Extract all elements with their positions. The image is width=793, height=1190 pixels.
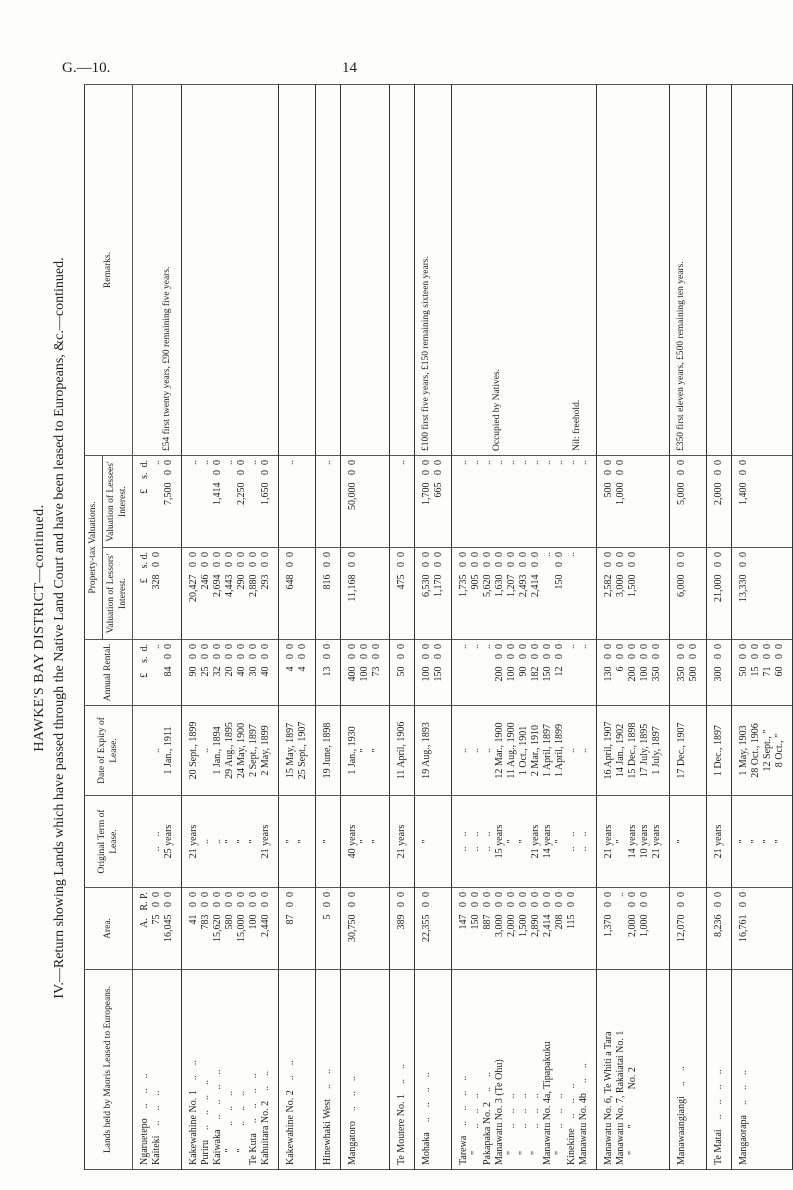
lessees-valuation: 5,000 0 0 xyxy=(670,455,707,547)
remarks-text xyxy=(182,84,279,455)
lessees-valuation: 2,000 0 0 xyxy=(707,455,732,547)
lessors-valuation: 1,735 0 0 905 0 0 5,620 0 0 1,630 0 0 1,207 0 0 2,493 0 0 2,414 0 0 .. 150 0 0 .. xyxy=(452,548,597,640)
lease-term: .. .. .. .. .. .. 15 years " " 21 years 14 years " .. .. .. .. xyxy=(452,796,597,888)
page-number: 14 xyxy=(342,60,357,76)
land-name: Tarewa .. .. .. .. " .. .. .. Pakapaka No. 2 .. .. Manawatu No. 3 (Te Ohu) " .. .. .. " .. .. .. " .. .. .. Manawatu No. 4a, Tipapakuku " .. .. .. Kinekine .. .. .. Manawatu No. 4b .. .. xyxy=(452,970,597,1170)
remarks-text: £100 first five years, £150 remaining sixteen years. xyxy=(415,84,452,455)
land-name: Mangatoro .. .. .. xyxy=(341,970,390,1170)
land-name: Ngaruetepo .. .. .. Kaiteki .. .. .. xyxy=(133,970,182,1170)
expiry-date: 15 May, 1897 25 Sept., 1907 xyxy=(279,706,316,796)
lease-term: " xyxy=(670,796,707,888)
area-value: 41 0 0 783 0 0 15,620 0 0 580 0 0 15,000 0 0 100 0 0 2,440 0 0 xyxy=(182,888,279,970)
lessees-valuation: 1,400 0 0 xyxy=(732,455,793,547)
expiry-date: .. .. .. 12 Mar., 1900 11 Aug., 1900 1 Oct., 1901 2 Mar., 1910 1 April, 1897 1 April, 1899 .. .. xyxy=(452,706,597,796)
area-value: 16,761 0 0 xyxy=(732,888,793,970)
lease-term: " xyxy=(316,796,341,888)
col-header-area: Area. xyxy=(85,888,133,970)
lessees-valuation: .. .. .. .. .. .. .. .. .. .. .. xyxy=(452,455,597,547)
expiry-date: 1 Dec., 1897 xyxy=(707,706,732,796)
lessors-valuation: 816 0 0 xyxy=(316,548,341,640)
table-row xyxy=(390,84,415,1169)
land-name: Mangaorapa .. .. .. xyxy=(732,970,793,1170)
lessors-valuation: 475 0 0 xyxy=(390,548,415,640)
return-title: IV.—Return showing Lands which have passed through the Native Land Court and have been leased to Europeans, &c.—continued. xyxy=(52,257,67,999)
lessors-valuation: 648 0 0 xyxy=(279,548,316,640)
lessors-valuation: £ s. d. 328 0 0 xyxy=(133,548,182,640)
area-value: 5 0 0 xyxy=(316,888,341,970)
lessors-valuation: 2,582 0 0 3,000 0 0 1,500 0 0 xyxy=(597,548,670,640)
expiry-date: .. 1 Jan., 1911 xyxy=(133,706,182,796)
lessees-valuation: 1,700 0 0 665 0 0 xyxy=(415,455,452,547)
remarks-text xyxy=(279,84,316,455)
annual-rental: 350 0 0 500 0 0 xyxy=(670,640,707,706)
leases-table xyxy=(84,84,793,1170)
lessors-valuation: 11,168 0 0 xyxy=(341,548,390,640)
table-row xyxy=(415,84,452,1169)
expiry-date: 19 Aug., 1893 xyxy=(415,706,452,796)
col-header-property-tax: Property-tax Valuations. xyxy=(85,455,103,639)
expiry-date: 11 April, 1906 xyxy=(390,706,415,796)
remarks-text: £350 first eleven years, £500 remaining ten years. xyxy=(670,84,707,455)
remarks-text xyxy=(341,84,390,455)
col-header-lessees: Valuation of Lessees' Interest. xyxy=(103,455,133,547)
expiry-date: 1 Jan., 1930 " " xyxy=(341,706,390,796)
col-header-lands: Lands held by Maoris Leased to Europeans. xyxy=(85,970,133,1170)
lease-term: .. .. 25 years xyxy=(133,796,182,888)
area-value: 30,750 0 0 xyxy=(341,888,390,970)
lease-term: 21 years xyxy=(707,796,732,888)
lease-term: 21 years .. .. " " " 21 years xyxy=(182,796,279,888)
col-header-lessors: Valuation of Lessors' Interest. xyxy=(103,548,133,640)
lessors-valuation: 6,530 0 0 1,170 0 0 xyxy=(415,548,452,640)
table-row xyxy=(452,84,597,1169)
remarks-text xyxy=(390,84,415,455)
annual-rental: 13 0 0 xyxy=(316,640,341,706)
annual-rental: 90 0 0 25 0 0 32 0 0 20 0 0 40 0 0 30 0 0 40 0 0 xyxy=(182,640,279,706)
lessees-valuation: .. xyxy=(316,455,341,547)
area-value: 1,370 0 0 .. 2,000 0 0 1,000 0 0 xyxy=(597,888,670,970)
area-value: 12,070 0 0 xyxy=(670,888,707,970)
area-value: A. R. P. 75 0 0 16,045 0 0 xyxy=(133,888,182,970)
lessors-valuation: 20,427 0 0 246 0 0 2,694 0 0 4,443 0 0 290 0 0 2,880 0 0 293 0 0 xyxy=(182,548,279,640)
lease-term: " " xyxy=(279,796,316,888)
lessors-valuation: 6,000 0 0 xyxy=(670,548,707,640)
land-name: Kakewahine No. 2 .. .. xyxy=(279,970,316,1170)
remarks-text xyxy=(707,84,732,455)
document-reference: G.—10. xyxy=(62,60,111,76)
remarks-text: Occupied by Natives. Nil: freehold. xyxy=(452,84,597,455)
lessees-valuation: 500 0 0 1,000 0 0 xyxy=(597,455,670,547)
table-row xyxy=(707,84,732,1169)
land-name: Mohaka .. .. .. .. xyxy=(415,970,452,1170)
col-header-term: Original Term of Lease. xyxy=(85,796,133,888)
table-row xyxy=(341,84,390,1169)
district-heading: HAWKE'S BAY DISTRICT—continued. xyxy=(32,504,47,752)
remarks-text: £54 first twenty years, £90 remaining five years. xyxy=(133,84,182,455)
area-value: 87 0 0 xyxy=(279,888,316,970)
annual-rental: .. .. .. 200 0 0 100 0 0 90 0 0 182 0 0 150 0 0 12 0 0 .. .. xyxy=(452,640,597,706)
expiry-date: 20 Sept., 1899 .. 1 Jan., 1894 29 Aug., 1895 24 May, 1900 2 Sept., 1897 2 May, 1899 xyxy=(182,706,279,796)
expiry-date: 19 June, 1898 xyxy=(316,706,341,796)
table-row xyxy=(279,84,316,1169)
rotated-table-page xyxy=(32,78,786,1178)
table-row xyxy=(597,84,670,1169)
area-value: 8,236 0 0 xyxy=(707,888,732,970)
annual-rental: 4 0 0 4 0 0 xyxy=(279,640,316,706)
annual-rental: £ s. d. .. 84 0 0 xyxy=(133,640,182,706)
col-header-expiry: Date of Expiry of Lease. xyxy=(85,706,133,796)
lessors-valuation: 21,000 0 0 xyxy=(707,548,732,640)
col-header-remarks: Remarks. xyxy=(85,84,133,455)
annual-rental: 400 0 0 100 0 0 73 0 0 xyxy=(341,640,390,706)
remarks-text xyxy=(597,84,670,455)
lease-term: 21 years xyxy=(390,796,415,888)
lease-term: " " " " xyxy=(732,796,793,888)
table-row xyxy=(133,84,182,1169)
land-name: Hinewhaki West .. .. xyxy=(316,970,341,1170)
land-name: Manawaangiangi .. .. xyxy=(670,970,707,1170)
annual-rental: 300 0 0 xyxy=(707,640,732,706)
area-value: 389 0 0 xyxy=(390,888,415,970)
lease-term: 40 years " " xyxy=(341,796,390,888)
table-row xyxy=(670,84,707,1169)
area-value: 147 0 0 150 0 0 887 0 0 3,000 0 0 2,000 0 0 1,500 0 0 2,890 0 0 2,414 0 0 208 0 0 115 0 0 xyxy=(452,888,597,970)
annual-rental: 50 0 0 15 0 0 71 0 0 60 0 0 xyxy=(732,640,793,706)
table-row xyxy=(182,84,279,1169)
remarks-text xyxy=(316,84,341,455)
expiry-date: 16 April, 1907 14 Jan., 1902 15 Dec., 1898 17 July, 1895 1 July, 1897 xyxy=(597,706,670,796)
area-value: 22,355 0 0 xyxy=(415,888,452,970)
lessees-valuation: .. xyxy=(279,455,316,547)
annual-rental: 100 0 0 150 0 0 xyxy=(415,640,452,706)
table-row xyxy=(732,84,793,1169)
land-name: Te Moutere No. 1 .. .. xyxy=(390,970,415,1170)
table-row xyxy=(316,84,341,1169)
remarks-text xyxy=(732,84,793,455)
expiry-date: 1 May, 1903 28 Oct., 1906 12 Sept., " 8 Oct., " xyxy=(732,706,793,796)
lease-term: 21 years " 14 years 10 years 21 years xyxy=(597,796,670,888)
lessees-valuation: £ s. d. .. 7,500 0 0 xyxy=(133,455,182,547)
land-name: Te Matai .. .. .. .. xyxy=(707,970,732,1170)
lessees-valuation: .. .. 1,414 0 0 .. 2,250 0 0 .. 1,650 0 0 xyxy=(182,455,279,547)
annual-rental: 50 0 0 xyxy=(390,640,415,706)
lease-term: " xyxy=(415,796,452,888)
annual-rental: 130 0 0 6 0 0 200 0 0 100 0 0 350 0 0 xyxy=(597,640,670,706)
land-name: Kakewahine No. 1 .. .. Puriru .. .. .. .. Kaiwaka .. .. .. .. " .. .. .. " .. .. .. Te Kuta .. .. .. .. Kahuitara No. 2 .. .. xyxy=(182,970,279,1170)
col-header-rental: Annual Rental. xyxy=(85,640,133,706)
expiry-date: 17 Dec., 1907 xyxy=(670,706,707,796)
lessees-valuation: 50,000 0 0 xyxy=(341,455,390,547)
lessors-valuation: 13,330 0 0 xyxy=(732,548,793,640)
land-name: Manawatu No. 6, Te Whiti a Tara Manawatu No. 7, Rakaiatai No. 1 " " No. 2 xyxy=(597,970,670,1170)
lessees-valuation: .. xyxy=(390,455,415,547)
